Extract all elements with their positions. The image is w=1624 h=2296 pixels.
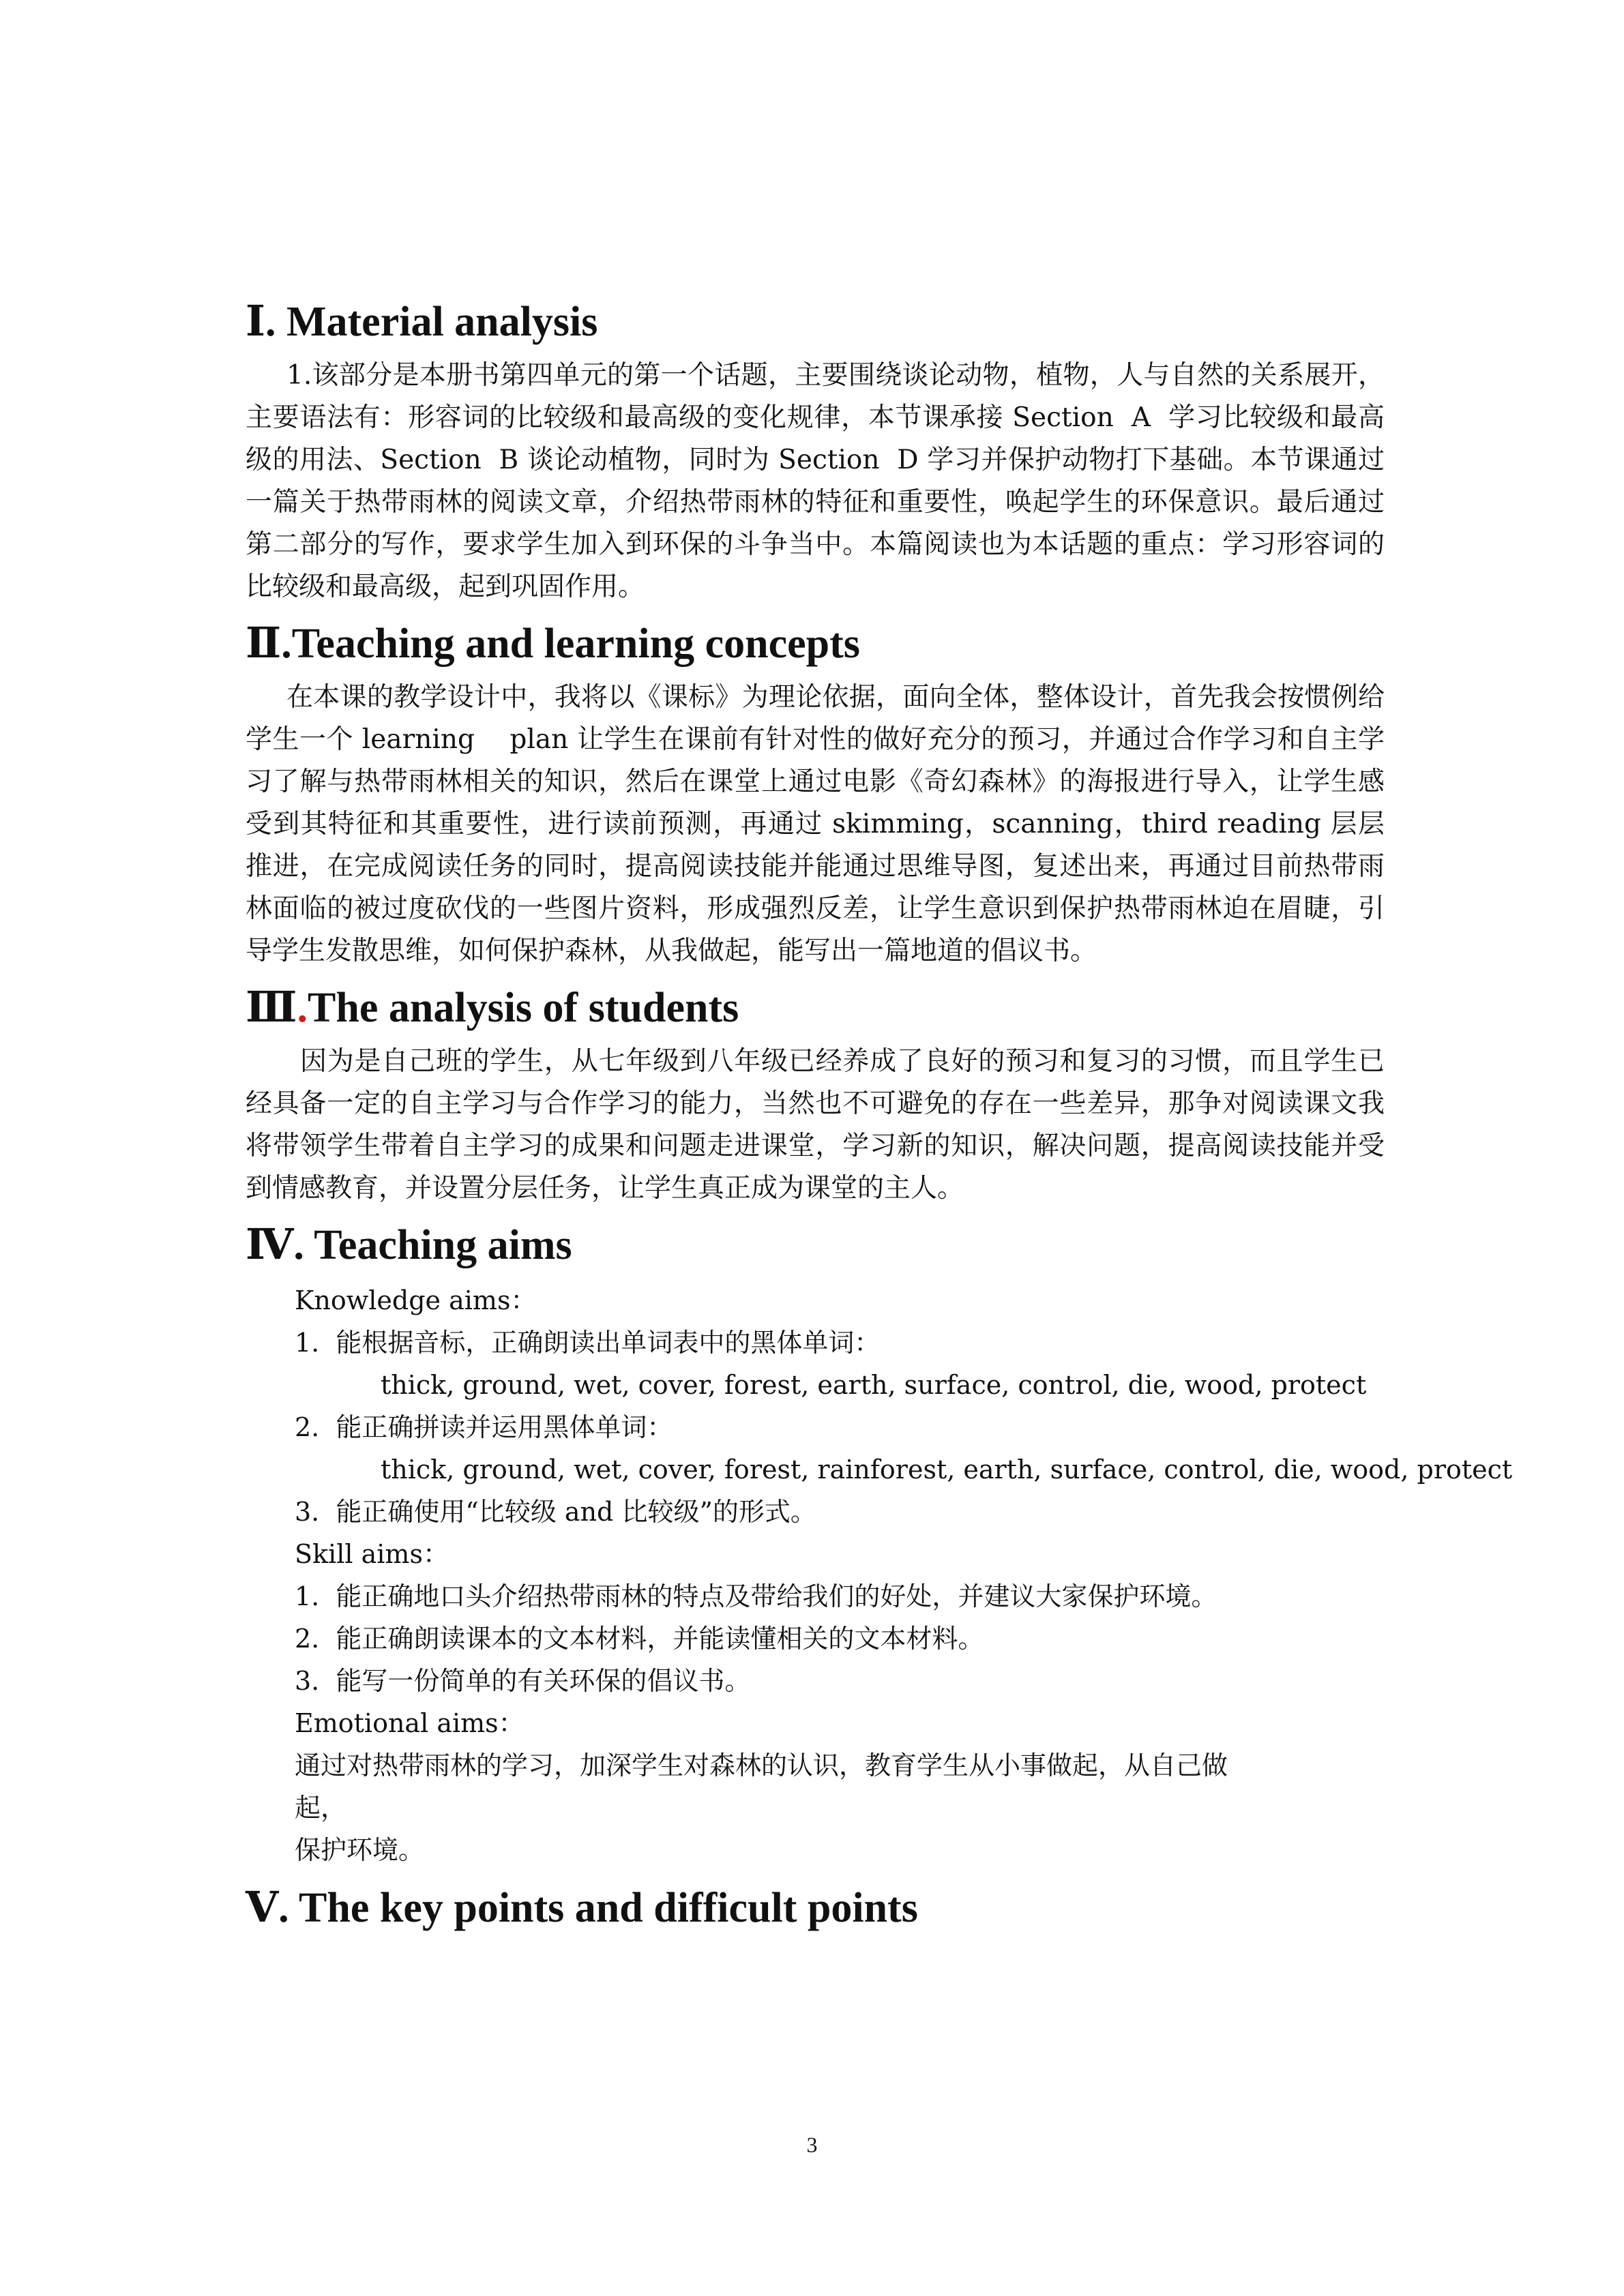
section-heading-teaching-aims — [246, 1217, 1385, 1274]
knowledge-aim-2-words: thick, ground, wet, cover, forest, rainforest, earth, surface, control, die, wood, protect — [381, 1455, 1513, 1485]
emotional-aim-line-3: 保护环境。 — [295, 1835, 425, 1865]
analysis-of-students-paragraph: 因为是自己班的学生，从七年级到八年级已经养成了良好的预习和复习的习惯，而且学生已经具备一定的自主学习与合作学习的能力，当然也不可避免的存在一些差异，那争对阅读课文我将带领学生带着自主学习的成果和问题走进课堂，学习新的知识，解决问题，提高阅读技能并受到情感教育，并设置分层任务，让学生真正成为课堂的主人。 — [246, 1046, 1385, 1204]
knowledge-aim-1-words: thick, ground, wet, cover, forest, earth, surface, control, die, wood, protect — [381, 1370, 1367, 1400]
knowledge-aims-label: Knowledge aims： — [295, 1285, 537, 1315]
section-title: . Material analysis — [265, 299, 598, 345]
section-heading-material-analysis — [246, 293, 1385, 351]
emotional-aim-line-1: 通过对热带雨林的学习，加深学生对森林的认识，教育学生从小事做起，从自己做 — [295, 1750, 1228, 1780]
knowledge-aim-1: 1. 能根据音标，正确朗读出单词表中的黑体单词： — [295, 1328, 881, 1358]
section-heading-teaching-concepts — [246, 615, 1385, 672]
emotional-aims-label: Emotional aims： — [295, 1708, 525, 1738]
section-title: . Teaching aims — [293, 1222, 572, 1268]
section-numeral: Ⅴ — [246, 1885, 279, 1931]
skill-aim-2: 2. 能正确朗读课本的文本材料，并能读懂相关的文本材料。 — [295, 1624, 984, 1654]
section-heading-key-points — [246, 1879, 1385, 1937]
page-number: 3 — [806, 2132, 818, 2157]
section-numeral: Ⅲ — [246, 985, 297, 1031]
emotional-aim-line-2: 起， — [295, 1793, 347, 1823]
teaching-aims-list — [246, 1279, 1513, 1871]
knowledge-aim-3: 3. 能正确使用“比较级 and 比较级”的形式。 — [295, 1497, 816, 1527]
material-analysis-paragraph: 1.该部分是本册书第四单元的第一个话题，主要围绕谈论动物，植物，人与自然的关系展开，主要语法有：形容词的比较级和最高级的变化规律，本节课承接 Section A 学习比较级和最高级的用法、Section B 谈论动植物，同时为 Section D 学习并保护动物打下基础。本节课通过一篇关于热带雨林的阅读文章，介绍热带雨林的特征和重要性，唤起学生的环保意识。最后通过第二部分的写作，要求学生加入到环保的斗争当中。本篇阅读也为本话题的重点：学习形容词的比较级和最高级，起到巩固作用。 — [246, 360, 1385, 602]
skill-aims-label: Skill aims： — [295, 1539, 449, 1569]
section-numeral: Ⅱ — [246, 621, 282, 667]
knowledge-aim-2: 2. 能正确拼读并运用黑体单词： — [295, 1412, 673, 1442]
section-title: The analysis of students — [308, 985, 739, 1031]
section-title: . The key points and difficult points — [278, 1885, 918, 1931]
section-numeral: Ⅳ — [246, 1222, 294, 1268]
section-title: .Teaching and learning concepts — [281, 621, 860, 667]
document-content — [246, 293, 1513, 1937]
section-numeral: Ⅰ — [246, 299, 266, 345]
section-spacer — [246, 1871, 1385, 1879]
skill-aim-3: 3. 能写一份简单的有关环保的倡议书。 — [295, 1666, 751, 1696]
skill-aim-1: 1. 能正确地口头介绍热带雨林的特点及带给我们的好处，并建议大家保护环境。 — [295, 1581, 1217, 1611]
section-red-dot: . — [297, 985, 308, 1031]
section-heading-analysis-of-students — [246, 979, 1385, 1037]
teaching-concepts-paragraph: 在本课的教学设计中，我将以《课标》为理论依据，面向全体，整体设计，首先我会按惯例给学生一个 learning plan 让学生在课前有针对性的做好充分的预习，并通过合作学习和自主学习了解与热带雨林相关的知识，然后在课堂上通过电影《奇幻森林》的海报进行导入，让学生感受到其特征和其重要性，进行读前预测，再通过 skimming，scanning，third reading 层层推进，在完成阅读任务的同时，提高阅读技能并能通过思维导图，复述出来，再通过目前热带雨林面临的被过度砍伐的一些图片资料，形成强烈反差，让学生意识到保护热带雨林迫在眉睫，引导学生发散思维，如何保护森林，从我做起，能写出一篇地道的倡议书。 — [246, 682, 1385, 966]
